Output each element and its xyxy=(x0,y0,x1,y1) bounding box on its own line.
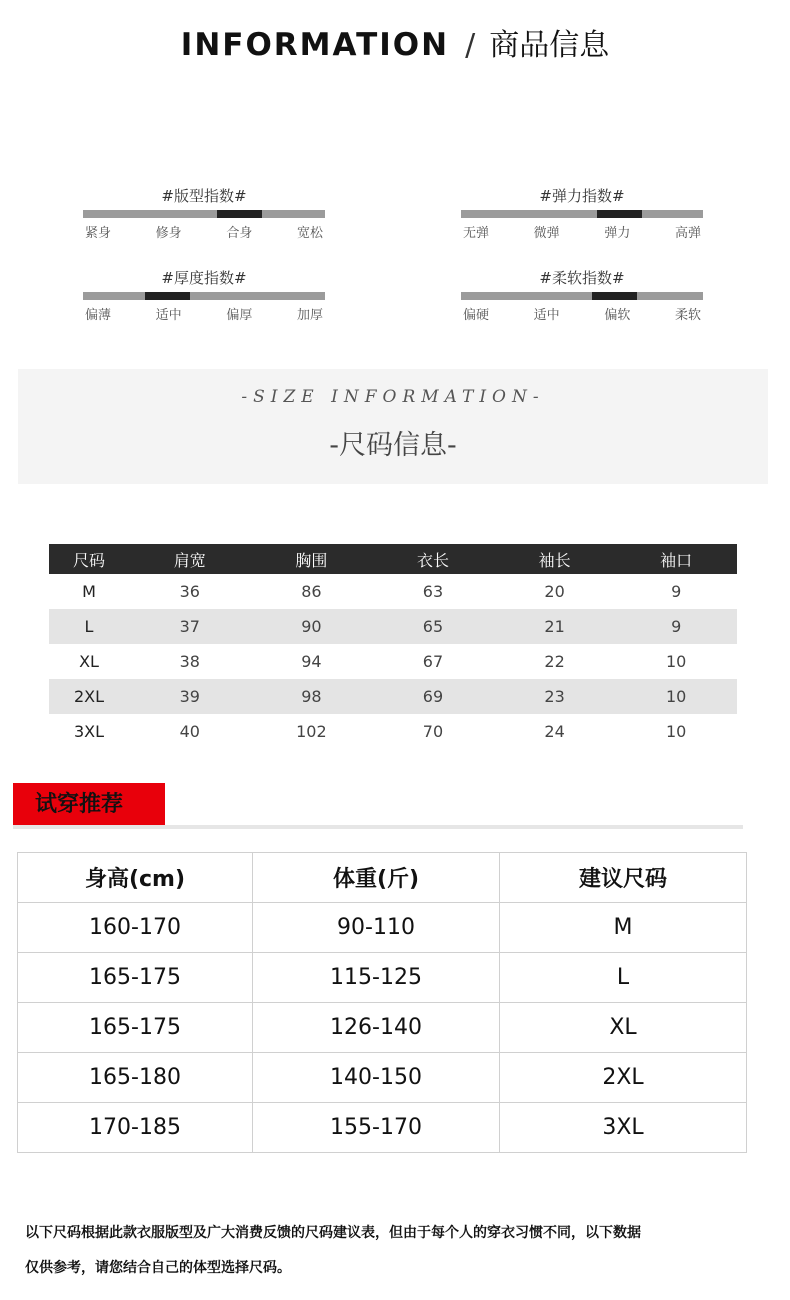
size-note-line-1: 以下尺码根据此款衣服版型及广大消费反馈的尺码建议表，但由于每个人的穿衣习惯不同，以下数据 xyxy=(25,1225,641,1241)
page-header xyxy=(0,20,790,64)
fit-label-3: 合身 xyxy=(226,226,253,241)
size-cell: 23 xyxy=(494,679,616,714)
fit-index-title: #版型指数# xyxy=(161,187,247,205)
thickness-label-3: 偏厚 xyxy=(226,308,253,323)
recommend-cell: 126-140 xyxy=(253,1003,500,1053)
size-info-banner xyxy=(18,369,768,484)
size-col-header: 袖口 xyxy=(615,544,737,574)
table-row xyxy=(49,574,737,609)
fit-index xyxy=(83,186,325,241)
recommend-col-header: 体重(斤) xyxy=(253,853,500,903)
recommend-col-header: 建议尺码 xyxy=(500,853,747,903)
size-info-title-cn: -尺码信息- xyxy=(329,430,457,461)
softness-label-4: 柔软 xyxy=(674,308,701,323)
elastic-index-bar xyxy=(461,210,703,218)
size-table xyxy=(49,544,737,749)
recommend-cell: 90-110 xyxy=(253,903,500,953)
recommend-table-header xyxy=(18,853,747,903)
recommend-cell: 3XL xyxy=(500,1103,747,1153)
table-row xyxy=(49,644,737,679)
elastic-index-title: #弹力指数# xyxy=(539,187,625,205)
elastic-index-marker xyxy=(597,210,642,218)
header-separator: / xyxy=(465,28,476,63)
size-cell: 94 xyxy=(301,652,322,671)
size-cell: 40 xyxy=(179,722,200,741)
size-cell: 98 xyxy=(251,679,373,714)
size-cell: M xyxy=(82,582,96,601)
recommend-cell: 140-150 xyxy=(253,1053,500,1103)
table-row xyxy=(18,1103,747,1153)
recommend-title: 试穿推荐 xyxy=(13,783,165,825)
size-table-header xyxy=(49,544,737,574)
size-cell: L xyxy=(49,609,129,644)
recommend-cell: 165-175 xyxy=(18,953,253,1003)
table-row xyxy=(18,953,747,1003)
recommend-divider xyxy=(13,825,743,829)
recommend-cell: M xyxy=(500,903,747,953)
size-cell: 67 xyxy=(422,652,444,671)
size-cell: 3XL xyxy=(73,722,105,741)
recommend-cell: 2XL xyxy=(500,1053,747,1103)
recommend-cell: 155-170 xyxy=(253,1103,500,1153)
size-cell: 86 xyxy=(301,582,322,601)
size-cell: 2XL xyxy=(49,679,129,714)
size-col-header: 衣长 xyxy=(372,544,494,574)
elastic-label-2: 微弹 xyxy=(533,226,560,241)
size-cell: 90 xyxy=(251,609,373,644)
elastic-label-4: 高弹 xyxy=(674,226,701,241)
size-cell: 9 xyxy=(671,582,682,601)
thickness-index-title: #厚度指数# xyxy=(161,269,247,287)
thickness-index-bar xyxy=(83,292,325,300)
softness-label-3: 偏软 xyxy=(604,308,631,323)
size-cell: 39 xyxy=(129,679,251,714)
softness-index-title: #柔软指数# xyxy=(539,269,625,287)
size-cell: 10 xyxy=(615,679,737,714)
table-row xyxy=(49,714,737,749)
header-title-cn: 商品信息 xyxy=(489,28,610,63)
size-info-title-en: -SIZE INFORMATION- xyxy=(241,387,545,407)
softness-label-1: 偏硬 xyxy=(463,308,490,323)
table-row xyxy=(18,1053,747,1103)
recommend-cell: 115-125 xyxy=(253,953,500,1003)
size-col-header: 胸围 xyxy=(251,544,373,574)
size-note-line-2: 仅供参考，请您结合自己的体型选择尺码。 xyxy=(25,1260,291,1276)
fit-label-1: 紧身 xyxy=(85,226,112,241)
recommend-cell: 165-175 xyxy=(18,1003,253,1053)
size-col-header: 肩宽 xyxy=(129,544,251,574)
table-row xyxy=(18,903,747,953)
table-row xyxy=(49,609,737,644)
size-cell: 22 xyxy=(544,652,565,671)
size-cell: 65 xyxy=(372,609,494,644)
size-cell: 37 xyxy=(129,609,251,644)
thickness-label-4: 加厚 xyxy=(296,308,323,323)
softness-index xyxy=(461,268,703,323)
size-cell: 21 xyxy=(494,609,616,644)
size-cell: 10 xyxy=(666,722,687,741)
size-col-header: 尺码 xyxy=(49,544,129,574)
thickness-label-2: 适中 xyxy=(155,308,182,323)
elastic-label-3: 弹力 xyxy=(604,226,631,241)
size-cell: 20 xyxy=(544,582,565,601)
thickness-label-1: 偏薄 xyxy=(85,308,112,323)
softness-label-2: 适中 xyxy=(533,308,560,323)
size-cell: 63 xyxy=(422,582,444,601)
size-cell: 102 xyxy=(296,722,327,741)
recommend-table xyxy=(17,852,747,1153)
size-cell: 38 xyxy=(179,652,200,671)
size-cell: 10 xyxy=(666,652,687,671)
fit-index-bar xyxy=(83,210,325,218)
table-row xyxy=(18,1003,747,1053)
recommend-col-header: 身高(cm) xyxy=(18,853,253,903)
size-cell: 9 xyxy=(615,609,737,644)
recommend-cell: 170-185 xyxy=(18,1103,253,1153)
size-col-header: 袖长 xyxy=(494,544,616,574)
elastic-label-1: 无弹 xyxy=(463,226,490,241)
fit-label-4: 宽松 xyxy=(296,226,323,241)
recommend-cell: 165-180 xyxy=(18,1053,253,1103)
recommend-cell: XL xyxy=(500,1003,747,1053)
thickness-index-marker xyxy=(145,292,190,300)
fit-label-2: 修身 xyxy=(155,226,182,241)
fit-index-marker xyxy=(217,210,262,218)
size-note xyxy=(25,1216,770,1286)
recommend-cell: L xyxy=(500,953,747,1003)
size-cell: 70 xyxy=(422,722,444,741)
softness-index-bar xyxy=(461,292,703,300)
elastic-index xyxy=(461,186,703,241)
softness-index-marker xyxy=(592,292,637,300)
size-cell: XL xyxy=(79,652,99,671)
header-title-en: INFORMATION xyxy=(180,27,450,63)
size-cell: 24 xyxy=(544,722,565,741)
size-cell: 69 xyxy=(372,679,494,714)
recommend-cell: 160-170 xyxy=(18,903,253,953)
size-cell: 36 xyxy=(179,582,200,601)
table-row xyxy=(49,679,737,714)
thickness-index xyxy=(83,268,325,323)
